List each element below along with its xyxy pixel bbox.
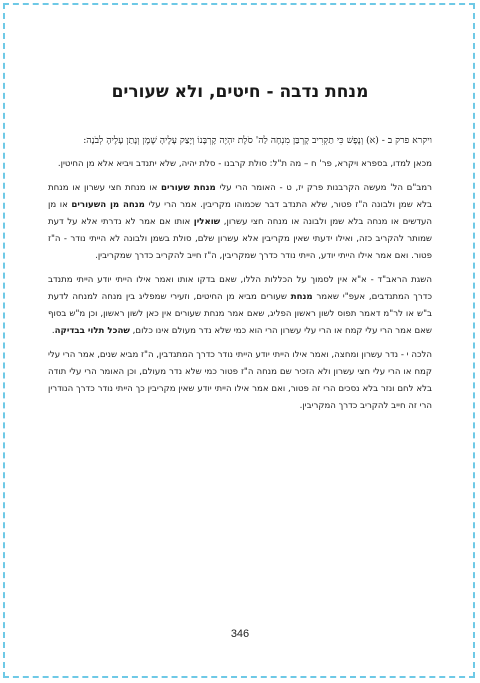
rambam-text: רמב"ם הל' מעשה הקרבנות פרק יז, ט - האומר הרי עלי	[215, 183, 432, 193]
rambam-text: או מן העדשים או מנחה בלא שמן ולבונה או מנחה חצי עשרון,	[48, 200, 432, 227]
sifra-paragraph	[48, 156, 432, 173]
page-title: מנחת נדבה - חיטים, ולא שעורים	[111, 82, 369, 102]
raavad-paragraph	[48, 272, 432, 340]
rambam-bold-term: שואלין	[193, 217, 221, 227]
rambam-text: או מנחת חצי עשרון או מנחת בלא שמן ולבונה ה"ז פטור, שלא התנדב דבר שכמוהו מקריבין. אמר הרי עלי	[48, 183, 433, 210]
page-number: 346	[230, 628, 250, 640]
raavad-text: שעורים מביא מן החיטים, וזעירי שמפליג בין מנחה למנחה לדעת ב"ש או לר"מ דאמר תפוס לשון ראשון הפליג, שאם אמר מנחת שעורים אין כאן לשון ראשון, וכן מ"ש בסוף שאם אמר הרי עלי קמח או הרי עלי עשרון הרי הוא כמי שלא נדר מעולם אינו כלום,	[48, 292, 432, 336]
rambam-text: אותו אם אמר לא נדרתי אלא על דעת שמותר להקריב כזה, ואילו ידעתי שאין מקריבין אלא עשרון שלם, סולת בשמן ולבונה לא הייתי נודר - ה"ז פטור. ואם אמר אילו הייתי יודע, הייתי נודר כדרך שמקריבין, ה"ז חייב להקריב כדרך שמקריבין.	[48, 217, 432, 261]
page-content	[48, 70, 432, 422]
raavad-text: .	[51, 326, 55, 336]
halacha-text: הלכה י - נדר עשרון ומחצה, ואמר אילו הייתי יודע הייתי נודר כדרך המתנדבין, ה"ז מביא שנים, אמר הרי עלי קמח או הרי עלי חצי עשרון ולא הזכיר שם מנחה ה"ז פטור כמי שלא נדר מעולם, וכן האומר הרי עלי תודה בלא לחם ונזר בלא נסכים הרי זה פטור, ואם אמר אילו הייתי יודע שאין מקריבין כך הייתי נודר כדרך הנודרין הרי זה חייב להקריב כדרך המקריבין.	[48, 350, 432, 411]
verse-text: ויקרא פרק ב - (א) וְנֶפֶשׁ כִּי תַקְרִיב קָרְבַּן מִנְחָה לַה' סֹלֶת יִהְיֶה קָרְבָּנוֹ וְיָצַק עָלֶיהָ שֶׁמֶן וְנָתַן עָלֶיהָ לְבֹנָה:	[83, 135, 432, 146]
verse-paragraph	[48, 132, 432, 149]
raavad-bold-term: שהכל תלוי בבדיקה	[54, 326, 130, 336]
raavad-bold-term: מנחת	[290, 292, 313, 302]
rambam-bold-term: מנחת שעורים	[161, 183, 216, 193]
halacha-paragraph	[48, 347, 432, 415]
sifra-text: מכאן למדו, בספרא ויקרא, פר' ח – מה ת"ל: סולת קרבנו - סלת יהיה, שלא יתנדב ויביא אלא מן החיטין.	[57, 159, 432, 169]
rambam-bold-term: מנחה מן השעורים	[71, 200, 145, 210]
rambam-paragraph	[48, 180, 432, 265]
raavad-text: השגת הראב"ד - א"א אין לסמוך על הכללות הללו, שאם בדקו אותו ואמר אילו הייתי יודע הייתי מתנדב כדרך המתנדבים, אעפ"י שאמר	[48, 275, 432, 302]
